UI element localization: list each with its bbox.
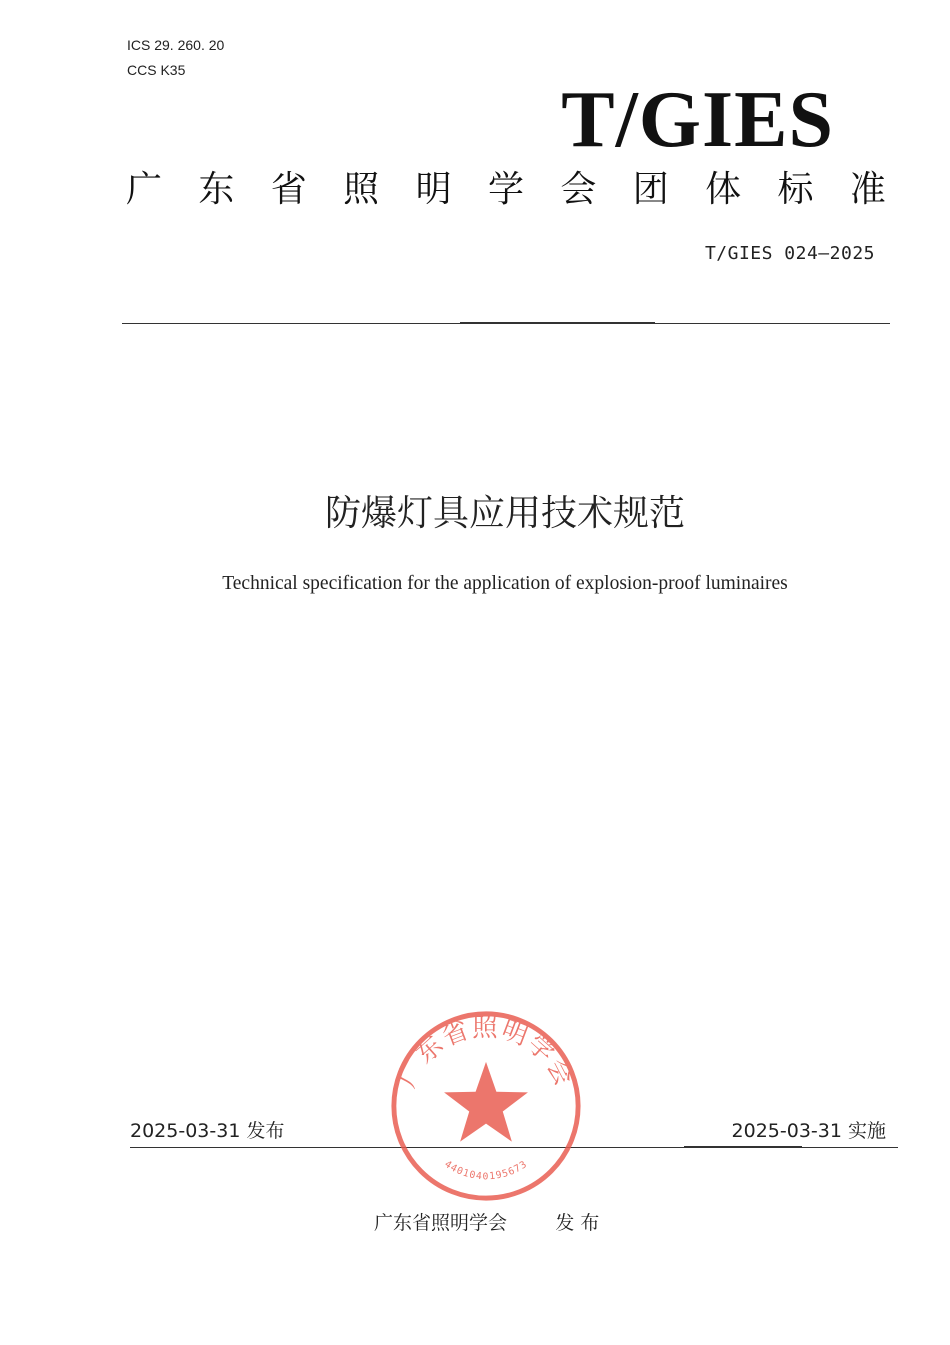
org-title-char: 标 [777,169,814,210]
organization-title [126,168,886,212]
implementation-date: 2025-03-31 实施 [731,1120,886,1142]
org-title-char: 学 [487,169,524,210]
org-title-char: 东 [198,169,235,210]
org-title-char: 准 [849,169,886,210]
star-icon [444,1062,528,1142]
publisher-action: 发 布 [555,1212,600,1234]
classification-codes [127,33,224,83]
official-seal [388,1008,584,1204]
ics-code: ICS 29. 260. 20 [127,37,225,53]
org-title-char: 广 [126,169,163,210]
publisher-org: 广东省照明学会 [374,1212,508,1234]
org-title-char: 省 [270,169,307,210]
seal-number-text [442,1159,529,1182]
standard-logo: T/GIES [561,76,834,164]
seal-org-textpath: 广东省照明学会 [392,1013,580,1093]
top-divider-accent [460,322,655,324]
publisher-line [374,1208,599,1235]
org-title-char: 体 [705,169,742,210]
seal-number-textpath: 4401040195673 [442,1158,530,1183]
document-title-english: Technical specification for the application of explosion-proof luminaires [222,573,788,594]
org-title-char: 会 [560,169,597,210]
standard-number: T/GIES 024—2025 [704,243,875,264]
org-title-char: 照 [343,169,380,210]
ccs-code: CCS K35 [127,62,186,78]
release-date: 2025-03-31 发布 [130,1120,285,1142]
org-title-char: 团 [632,169,669,210]
bottom-divider-accent [684,1146,802,1148]
org-title-char: 明 [415,169,452,210]
document-title-chinese: 防爆灯具应用技术规范 [324,493,685,534]
